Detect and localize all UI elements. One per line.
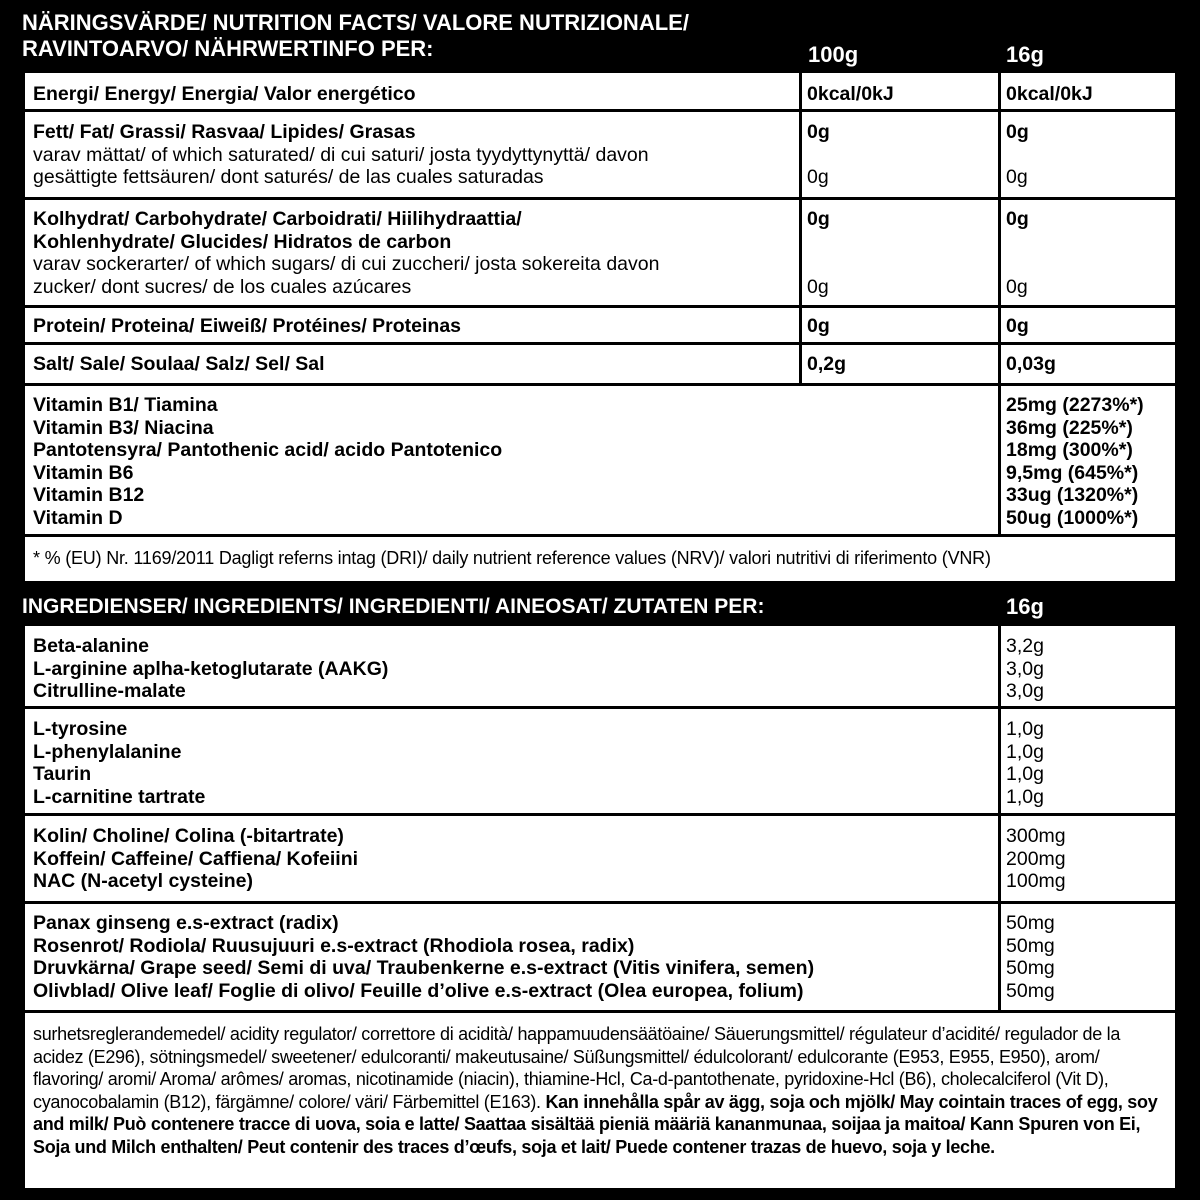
energy-value-100g: 0kcal/0kJ [802, 73, 998, 109]
ingredient-value: 300mg [1006, 825, 1066, 847]
carbs-sugars-label-1: varav sockerarter/ of which sugars/ di cui zuccheri/ josta sokereita davon [33, 253, 660, 275]
nutrition-col-16g: 16g [1006, 42, 1044, 67]
ingredient-value: 50mg [1006, 979, 1055, 1002]
ingredient-value: 50mg [1006, 934, 1055, 957]
fat-value-100g: 0g [807, 121, 830, 143]
vitamin-name: Vitamin B1/ Tiamina [33, 394, 218, 416]
energy-value-16g: 0kcal/0kJ [1001, 73, 1175, 109]
fat-saturated-value-100g: 0g [807, 166, 829, 188]
ingredient-name: NAC (N-acetyl cysteine) [33, 870, 253, 892]
allergen-warning: Kan innehålla spår av ägg, soja och mjölk/ May cointain traces of egg, soy and milk/ Può contenere tracce di uova, soia e latte/ Saattaa sisältää pieniä määriä kananmunaa, soijaa ja maitoa/ Kann Spuren von Ei, Soja und Milch enthalten/ Peut contenir des traces d’œufs, soja et lait/ Puede contener trazas de huevo, soja y leche. [33, 1091, 1158, 1157]
fat-saturated-label-1: varav mättat/ of which saturated/ di cui saturi/ josta tyydyttynyttä/ davon [33, 143, 649, 166]
vitamin-value: 33ug (1320%*) [1006, 484, 1139, 506]
ingredients-header: INGREDIENSER/ INGREDIENTS/ INGREDIENTI/ AINEOSAT/ ZUTATEN PER: [22, 595, 765, 618]
ingredient-name: Panax ginseng e.s-extract (radix) [33, 912, 339, 934]
nutrition-header-line2: RAVINTOARVO/ NÄHRWERTINFO PER: [22, 36, 434, 61]
ingredient-value: 50mg [1006, 957, 1055, 979]
ingredient-name: L-phenylalanine [33, 740, 182, 763]
carbs-100g-cell [802, 200, 998, 305]
nutrition-header-line1: NÄRINGSVÄRDE/ NUTRITION FACTS/ VALORE NUTRIZIONALE/ [22, 10, 689, 35]
ingredient-name: L-arginine aplha-ketoglutarate (AAKG) [33, 657, 389, 680]
fat-16g-cell [1001, 112, 1175, 197]
ingredient-name: Taurin [33, 763, 92, 785]
ingredient-group-1-values [1001, 626, 1175, 706]
ingredient-value: 1,0g [1006, 718, 1044, 740]
vitamin-value: 50ug (1000%*) [1006, 506, 1139, 529]
ingredient-group-1-names [25, 626, 998, 706]
ingredient-name: L-carnitine tartrate [33, 785, 206, 808]
vitamin-value: 25mg (2273%*) [1006, 394, 1144, 416]
vitamins-values-cell [1001, 386, 1175, 534]
vitamin-name: Vitamin B3/ Niacina [33, 416, 214, 439]
carbs-16g-cell [1001, 200, 1175, 305]
ingredient-value: 100mg [1006, 870, 1066, 892]
carbs-label-2: Kohlenhydrate/ Glucides/ Hidratos de carbon [33, 230, 452, 253]
ingredients-col-16g: 16g [1006, 594, 1044, 619]
vitamin-value: 9,5mg (645%*) [1006, 461, 1139, 484]
fat-value-16g: 0g [1006, 121, 1029, 143]
protein-label: Protein/ Proteina/ Eiweiß/ Protéines/ Proteinas [25, 308, 799, 342]
dri-footnote: * % (EU) Nr. 1169/2011 Dagligt referns intag (DRI)/ daily nutrient reference values (NRV)/ valori nutritivi di riferimento (VNR) [25, 537, 1175, 581]
ingredient-value: 1,0g [1006, 785, 1044, 808]
vitamins-names-cell [25, 386, 998, 534]
ingredient-value: 50mg [1006, 912, 1055, 934]
carbs-sugars-value-100g: 0g [807, 275, 829, 298]
ingredient-value: 3,2g [1006, 635, 1044, 657]
ingredient-name: L-tyrosine [33, 718, 128, 740]
salt-value-16g: 0,03g [1001, 345, 1175, 383]
ingredient-name: Beta-alanine [33, 635, 149, 657]
carbs-value-16g: 0g [1006, 208, 1029, 230]
ingredient-value: 3,0g [1006, 680, 1044, 702]
nutrition-col-100g: 100g [808, 42, 859, 67]
vitamin-name: Pantotensyra/ Pantothenic acid/ acido Pantotenico [33, 439, 503, 461]
ingredient-name: Rosenrot/ Rodiola/ Ruusujuuri e.s-extract (Rhodiola rosea, radix) [33, 934, 635, 957]
additives-text: surhetsreglerandemedel/ acidity regulator/ correttore di acidità/ happamuudensäätöaine/ Säuerungsmittel/ régulateur d’acidité/ regulador de la acidez (E296), sötningsmedel/ sweetener/ edulcoranti/ makeutusaine/ Süßungsmittel/ édulcolorant/ edulcorante (E953, E955, E950), arom/ flavoring/ aromi/ Aroma/ arômes/ aromas, nicotinamide (niacin), thiamine-Hcl, Ca-d-pantothenate, pyridoxine-Hcl (B6), cholecalciferol (Vit D), cyanocobalamin (B12), färgämne/ colore/ väri/ Färbemittel (E163). [33, 1024, 1121, 1112]
ingredient-name: Kolin/ Choline/ Colina (-bitartrate) [33, 825, 344, 847]
salt-label: Salt/ Sale/ Soulaa/ Salz/ Sel/ Sal [25, 345, 799, 383]
vitamin-value: 18mg (300%*) [1006, 439, 1133, 461]
ingredient-name: Citrulline-malate [33, 680, 186, 702]
carbs-sugars-label-2: zucker/ dont sucres/ de los cuales azúcares [33, 275, 412, 298]
fat-100g-cell [802, 112, 998, 197]
ingredient-value: 200mg [1006, 847, 1066, 870]
other-ingredients-text [25, 1013, 1175, 1188]
ingredient-value: 1,0g [1006, 763, 1044, 785]
ingredient-value: 1,0g [1006, 740, 1044, 763]
vitamin-name: Vitamin D [33, 506, 123, 529]
carbs-label-1: Kolhydrat/ Carbohydrate/ Carboidrati/ Hiilihydraattia/ [33, 208, 522, 230]
ingredient-group-2-names [25, 709, 998, 813]
ingredient-name: Olivblad/ Olive leaf/ Foglie di olivo/ Feuille d’olive e.s-extract (Olea europea, folium) [33, 979, 804, 1002]
ingredient-name: Koffein/ Caffeine/ Caffiena/ Kofeiini [33, 847, 359, 870]
ingredient-group-2-values [1001, 709, 1175, 813]
vitamin-value: 36mg (225%*) [1006, 416, 1133, 439]
protein-value-100g: 0g [802, 308, 998, 342]
salt-value-100g: 0,2g [802, 345, 998, 383]
ingredient-group-3-names [25, 816, 998, 901]
carbs-label-cell [25, 200, 799, 305]
ingredient-group-4-names [25, 904, 998, 1010]
ingredient-value: 3,0g [1006, 657, 1044, 680]
protein-value-16g: 0g [1001, 308, 1175, 342]
energy-label: Energi/ Energy/ Energia/ Valor energético [25, 73, 799, 109]
ingredient-group-4-values [1001, 904, 1175, 1010]
carbs-value-100g: 0g [807, 208, 830, 230]
carbs-sugars-value-16g: 0g [1006, 275, 1028, 298]
vitamin-name: Vitamin B12 [33, 484, 145, 506]
ingredient-name: Druvkärna/ Grape seed/ Semi di uva/ Traubenkerne e.s-extract (Vitis vinifera, semen) [33, 957, 815, 979]
fat-label-cell [25, 112, 799, 197]
fat-label: Fett/ Fat/ Grassi/ Rasvaa/ Lipides/ Grasas [33, 121, 416, 143]
fat-saturated-label-2: gesättigte fettsäuren/ dont saturés/ de las cuales saturadas [33, 166, 544, 188]
ingredient-group-3-values [1001, 816, 1175, 901]
fat-saturated-value-16g: 0g [1006, 166, 1028, 188]
vitamin-name: Vitamin B6 [33, 461, 134, 484]
